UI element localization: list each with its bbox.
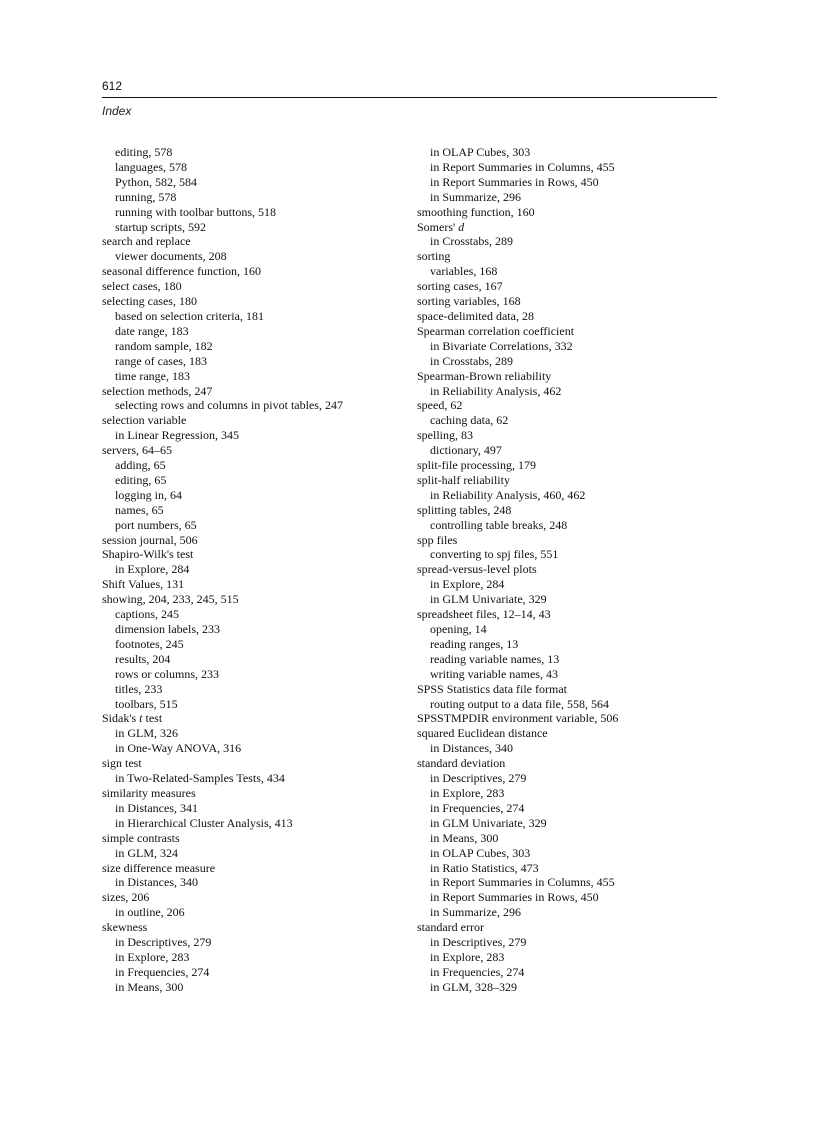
- index-entry: squared Euclidean distance: [417, 726, 548, 741]
- index-subentry: in Report Summaries in Columns, 455: [430, 875, 615, 890]
- index-subentry: random sample, 182: [115, 338, 213, 353]
- index-subentry: languages, 578: [115, 159, 187, 174]
- index-subentry: Python, 582, 584: [115, 174, 198, 189]
- index-subentry: in GLM, 326: [115, 726, 178, 741]
- index-entry: select cases, 180: [102, 279, 182, 294]
- index-entry: Spearman correlation coefficient: [417, 323, 575, 338]
- index-subentry: in GLM, 324: [115, 845, 178, 860]
- index-subentry: in Descriptives, 279: [430, 771, 527, 786]
- index-subentry: rows or columns, 233: [115, 666, 219, 681]
- index-subentry: in Means, 300: [115, 979, 184, 994]
- index-subentry: in GLM Univariate, 329: [430, 815, 547, 830]
- index-entry: servers, 64–65: [102, 443, 172, 458]
- index-entry: split-file processing, 179: [417, 458, 536, 473]
- index-subentry: in Frequencies, 274: [430, 964, 525, 979]
- index-entry: search and replace: [102, 234, 191, 249]
- index-subentry: in OLAP Cubes, 303: [430, 845, 531, 860]
- index-subentry: titles, 233: [115, 681, 163, 696]
- index-subentry: selecting rows and columns in pivot tables, 247: [115, 398, 343, 413]
- page-number: 612: [102, 79, 123, 93]
- index-subentry: in Crosstabs, 289: [430, 234, 514, 249]
- index-subentry: captions, 245: [115, 607, 179, 622]
- index-entry: sorting: [417, 249, 451, 264]
- index-subentry: running, 578: [115, 189, 177, 204]
- index-entry: splitting tables, 248: [417, 502, 512, 517]
- index-entry: sorting cases, 167: [417, 279, 503, 294]
- entry-text: Sidak's: [102, 711, 140, 726]
- index-subentry: in Reliability Analysis, 460, 462: [430, 487, 586, 502]
- index-column-left: [102, 145, 402, 995]
- index-subentry: in Report Summaries in Rows, 450: [430, 890, 599, 905]
- index-subentry: in Explore, 283: [115, 949, 190, 964]
- entry-text: test: [142, 711, 163, 726]
- index-entry: SPSSTMPDIR environment variable, 506: [417, 711, 619, 726]
- index-subentry: in Descriptives, 279: [430, 935, 527, 950]
- index-entry: smoothing function, 160: [417, 204, 535, 219]
- index-entry: Shapiro-Wilk's test: [102, 547, 194, 562]
- index-entry: session journal, 506: [102, 532, 198, 547]
- index-subentry: editing, 578: [115, 145, 173, 159]
- index-entry: [417, 220, 717, 235]
- index-entry: speed, 62: [417, 398, 463, 413]
- index-subentry: editing, 65: [115, 472, 167, 487]
- header-rule: [102, 97, 717, 98]
- index-subentry: in Report Summaries in Rows, 450: [430, 174, 599, 189]
- index-entry: SPSS Statistics data file format: [417, 681, 567, 696]
- index-subentry: variables, 168: [430, 264, 498, 279]
- index-entry: Spearman-Brown reliability: [417, 368, 552, 383]
- index-subentry: toolbars, 515: [115, 696, 178, 711]
- index-entry: selection methods, 247: [102, 383, 213, 398]
- index-subentry: reading variable names, 13: [430, 651, 560, 666]
- index-entry: split-half reliability: [417, 472, 510, 487]
- index-column-right: [417, 145, 717, 995]
- index-subentry: in One-Way ANOVA, 316: [115, 741, 242, 756]
- index-subentry: dictionary, 497: [430, 443, 502, 458]
- index-entry: size difference measure: [102, 860, 216, 875]
- entry-italic-text: d: [458, 219, 465, 234]
- index-entry: selecting cases, 180: [102, 294, 197, 309]
- index-entry: spp files: [417, 532, 458, 547]
- index-subentry: in Explore, 284: [115, 562, 190, 577]
- index-subentry: in Hierarchical Cluster Analysis, 413: [115, 815, 293, 830]
- index-subentry: logging in, 64: [115, 487, 183, 502]
- index-subentry: in Distances, 340: [430, 741, 513, 756]
- index-subentry: in Report Summaries in Columns, 455: [430, 159, 615, 174]
- index-subentry: routing output to a data file, 558, 564: [430, 696, 609, 711]
- index-entry: skewness: [102, 920, 148, 935]
- running-head: Index: [102, 104, 132, 118]
- index-subentry: names, 65: [115, 502, 164, 517]
- index-subentry: in outline, 206: [115, 905, 185, 920]
- index-entry: selection variable: [102, 413, 187, 428]
- index-subentry: in Ratio Statistics, 473: [430, 860, 539, 875]
- index-entry: sizes, 206: [102, 890, 150, 905]
- index-entry: similarity measures: [102, 785, 196, 800]
- index-subentry: adding, 65: [115, 458, 166, 473]
- index-subentry: based on selection criteria, 181: [115, 308, 264, 323]
- index-subentry: in GLM, 328–329: [430, 979, 517, 994]
- index-subentry: in Crosstabs, 289: [430, 353, 514, 368]
- index-subentry: reading ranges, 13: [430, 636, 519, 651]
- index-entry: standard error: [417, 920, 484, 935]
- index-entry: [102, 711, 402, 726]
- index-entry: sorting variables, 168: [417, 294, 521, 309]
- index-subentry: in Explore, 283: [430, 785, 505, 800]
- index-subentry: converting to spj files, 551: [430, 547, 559, 562]
- index-subentry: startup scripts, 592: [115, 219, 206, 234]
- index-subentry: in Descriptives, 279: [115, 935, 212, 950]
- entry-text: Somers': [417, 219, 459, 234]
- index-entry: spreadsheet files, 12–14, 43: [417, 607, 551, 622]
- index-subentry: caching data, 62: [430, 413, 509, 428]
- index-entry: space-delimited data, 28: [417, 308, 534, 323]
- index-subentry: range of cases, 183: [115, 353, 207, 368]
- index-subentry: in Linear Regression, 345: [115, 428, 239, 443]
- index-subentry: viewer documents, 208: [115, 249, 227, 264]
- index-subentry: in Reliability Analysis, 462: [430, 383, 562, 398]
- index-subentry: in GLM Univariate, 329: [430, 592, 547, 607]
- index-subentry: date range, 183: [115, 323, 189, 338]
- index-subentry: writing variable names, 43: [430, 666, 558, 681]
- index-subentry: time range, 183: [115, 368, 190, 383]
- index-entry: sign test: [102, 756, 142, 771]
- index-entry: standard deviation: [417, 756, 506, 771]
- index-entry: seasonal difference function, 160: [102, 264, 262, 279]
- index-subentry: port numbers, 65: [115, 517, 197, 532]
- index-subentry: in Means, 300: [430, 830, 499, 845]
- index-subentry: in OLAP Cubes, 303: [430, 145, 531, 159]
- index-subentry: in Bivariate Correlations, 332: [430, 338, 573, 353]
- index-subentry: in Distances, 340: [115, 875, 198, 890]
- index-subentry: in Distances, 341: [115, 800, 198, 815]
- index-subentry: controlling table breaks, 248: [430, 517, 568, 532]
- index-entry: simple contrasts: [102, 830, 180, 845]
- index-entry: showing, 204, 233, 245, 515: [102, 592, 239, 607]
- index-subentry: in Summarize, 296: [430, 189, 521, 204]
- index-entry: spread-versus-level plots: [417, 562, 537, 577]
- index-subentry: running with toolbar buttons, 518: [115, 204, 276, 219]
- index-subentry: in Explore, 284: [430, 577, 505, 592]
- index-subentry: results, 204: [115, 651, 171, 666]
- entry-italic-text: t: [139, 711, 143, 726]
- index-subentry: opening, 14: [430, 622, 487, 636]
- index-subentry: in Two-Related-Samples Tests, 434: [115, 771, 285, 786]
- index-subentry: in Frequencies, 274: [115, 964, 210, 979]
- index-subentry: dimension labels, 233: [115, 622, 220, 636]
- index-entry: Shift Values, 131: [102, 577, 185, 592]
- index-subentry: in Summarize, 296: [430, 905, 521, 920]
- index-subentry: footnotes, 245: [115, 636, 184, 651]
- index-entry: spelling, 83: [417, 428, 473, 443]
- index-subentry: in Explore, 283: [430, 949, 505, 964]
- index-subentry: in Frequencies, 274: [430, 800, 525, 815]
